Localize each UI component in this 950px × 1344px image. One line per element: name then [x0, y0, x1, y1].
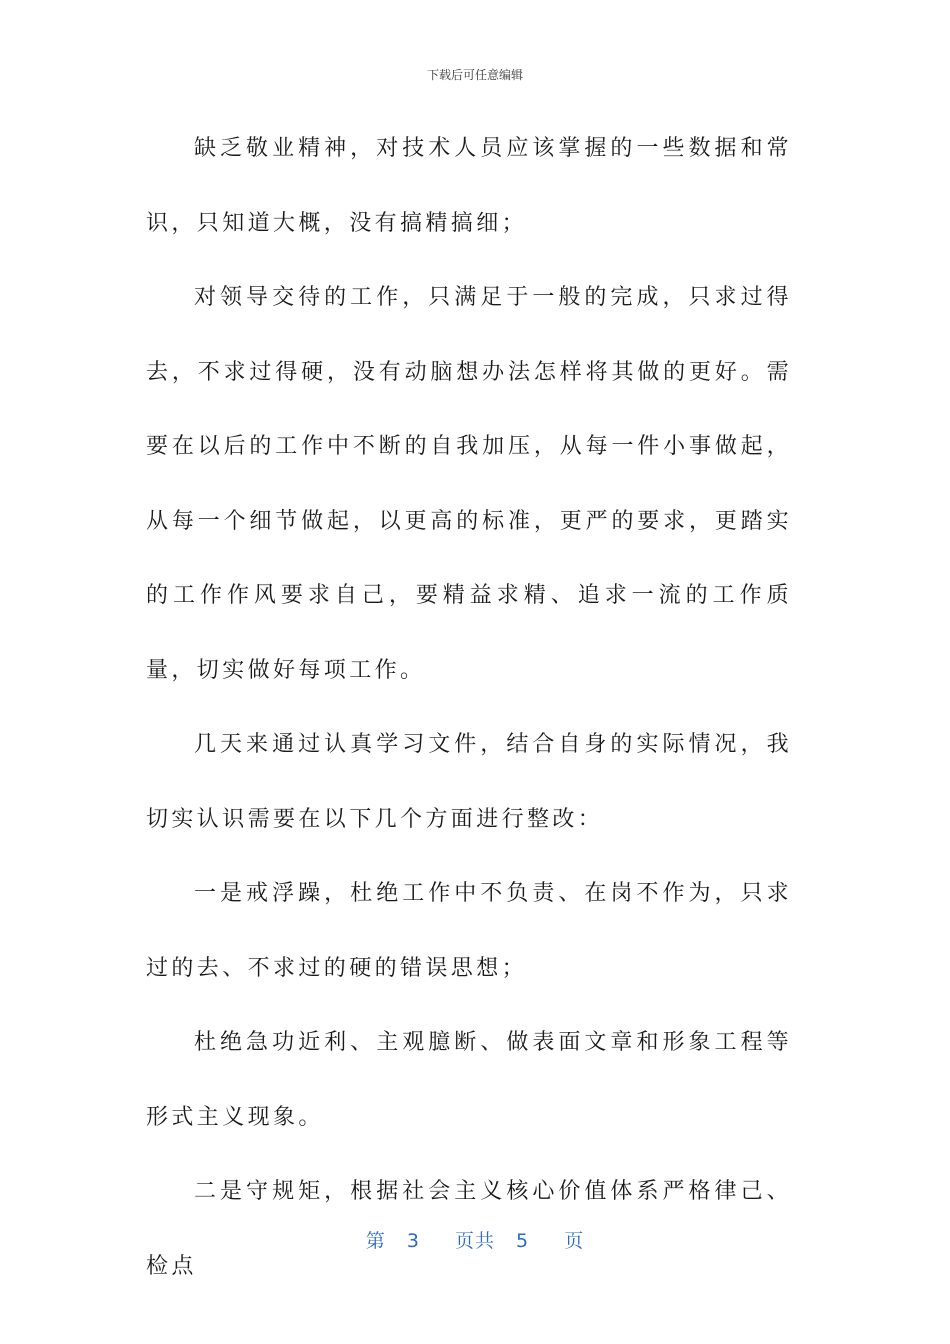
paragraph-5: 杜绝急功近利、主观臆断、做表面文章和形象工程等形式主义现象。	[146, 1030, 792, 1130]
page-footer	[0, 1226, 950, 1253]
paragraph-2: 对领导交待的工作，只满足于一般的完成，只求过得去，不求过得硬，没有动脑想办法怎样将其做的更好。需要在以后的工作中不断的自我加压，从每一件小事做起，从每一个细节做起，以更高的标准，更严的要求，更踏实的工作作风要求自己，要精益求精、追求一流的工作质量，切实做好每项工作。	[146, 285, 792, 683]
footer-prefix: 第	[365, 1230, 386, 1252]
paragraph-6: 二是守规矩，根据社会主义核心价值体系严格律己、检点	[146, 1179, 792, 1279]
footer-middle: 页共	[454, 1230, 495, 1252]
footer-suffix: 页	[564, 1230, 585, 1252]
page-header: 下载后可任意编辑	[426, 68, 523, 82]
paragraph-3: 几天来通过认真学习文件，结合自身的实际情况，我切实认识需要在以下几个方面进行整改：	[146, 732, 792, 832]
total-pages-number: 5	[516, 1230, 530, 1252]
paragraph-4: 一是戒浮躁，杜绝工作中不负责、在岗不作为，只求过的去、不求过的硬的错误思想；	[146, 881, 792, 981]
current-page-number: 3	[406, 1230, 420, 1252]
paragraph-1: 缺乏敬业精神，对技术人员应该掌握的一些数据和常识，只知道大概，没有搞精搞细；	[146, 136, 792, 236]
document-body	[146, 112, 792, 1304]
